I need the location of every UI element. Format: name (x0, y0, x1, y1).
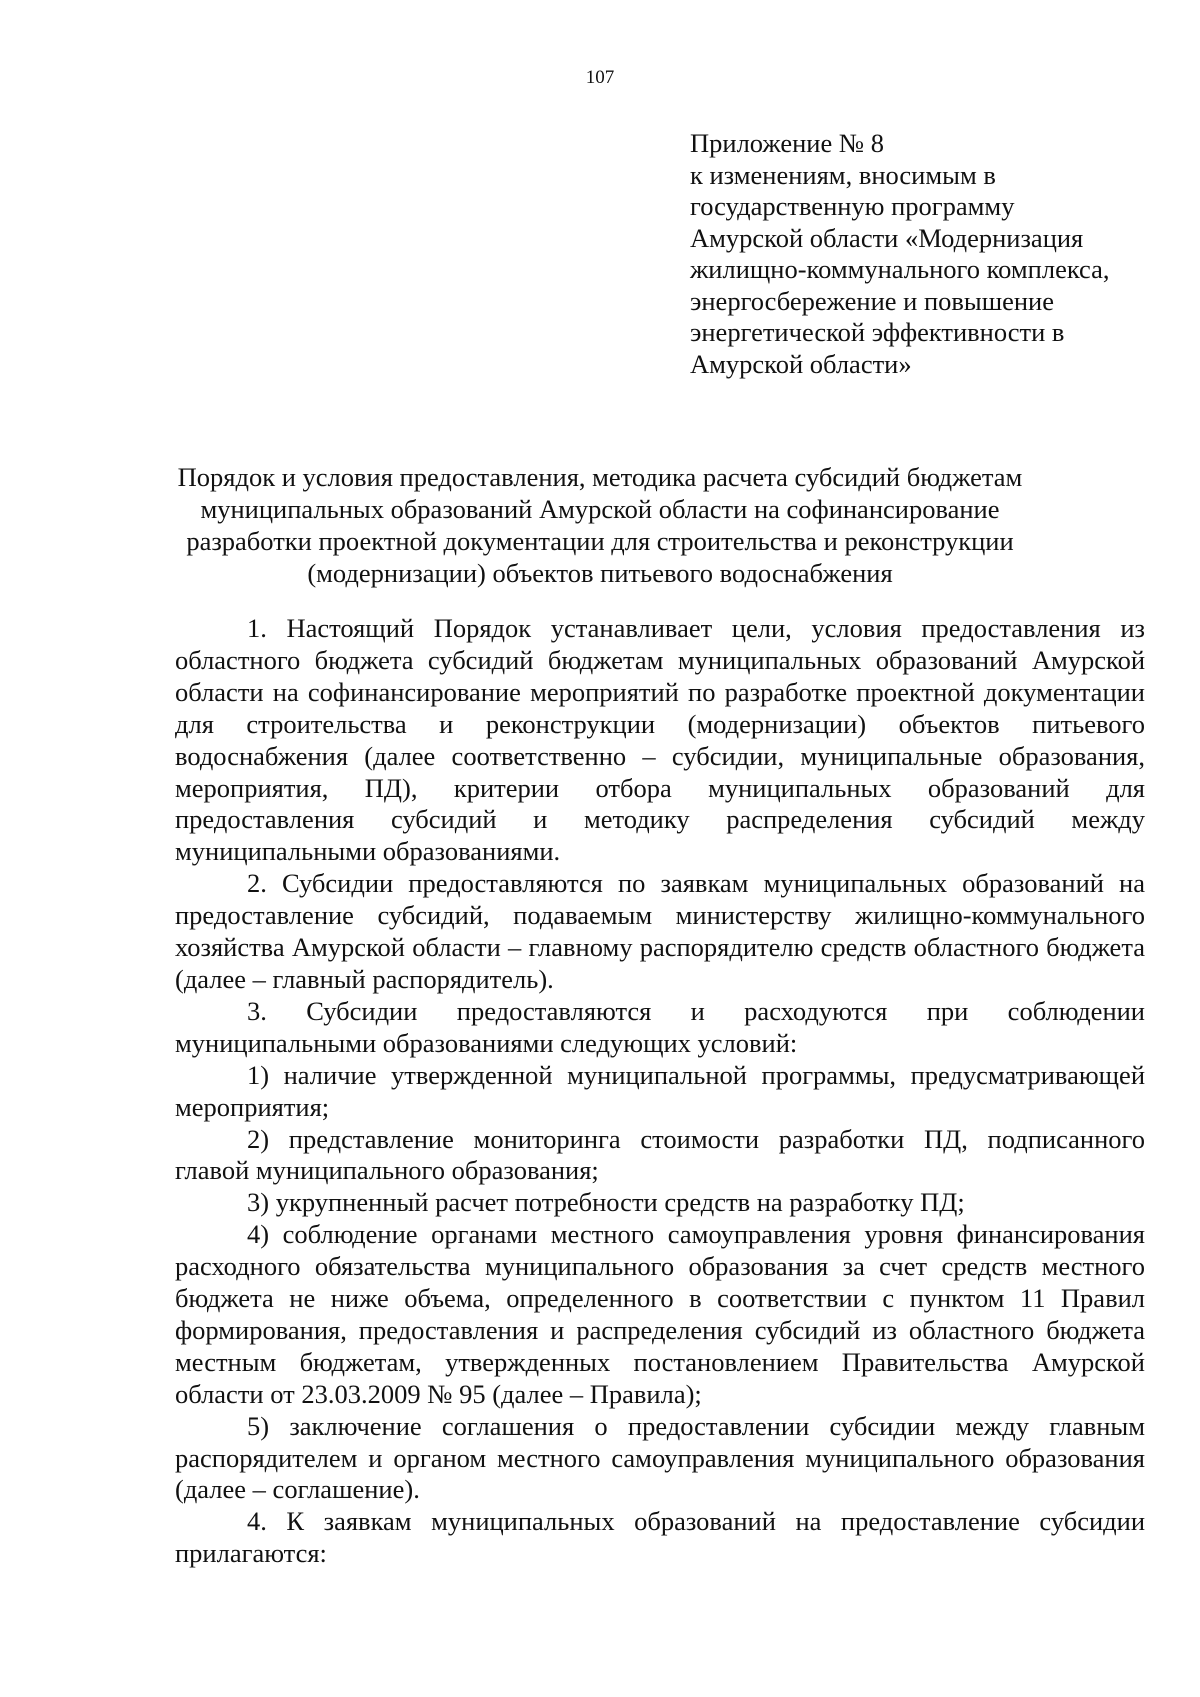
annex-header (690, 128, 1170, 380)
paragraph-3-item-2: 2) представление мониторинга стоимости разработки ПД, подписанного главой муниципального образования; (175, 1123, 1145, 1186)
annex-line: жилищно-коммунального комплекса, (690, 254, 1110, 284)
document-body (175, 613, 1145, 1570)
paragraph-3-item-5: 5) заключение соглашения о предоставлении субсидии между главным распорядителем и органом местного самоуправления муниципального образования (далее – соглашение). (175, 1410, 1145, 1505)
annex-line: энергетической эффективности в (690, 317, 1065, 347)
annex-line: Приложение № 8 (690, 128, 885, 158)
title-line: муниципальных образований Амурской области на софинансирование (200, 494, 1000, 524)
document-title (150, 461, 1050, 589)
paragraph-3-item-1: 1) наличие утвержденной муниципальной программы, предусматривающей мероприятия; (175, 1059, 1145, 1122)
annex-line: энергосбережение и повышение (690, 285, 1054, 316)
title-line: разработки проектной документации для строительства и реконструкции (186, 526, 1014, 556)
page-number: 107 (585, 67, 615, 88)
paragraph-4: 4. К заявкам муниципальных образований на предоставление субсидии прилагаются: (175, 1506, 1145, 1569)
paragraph-2: 2. Субсидии предоставляются по заявкам муниципальных образований на предоставление субсидий, подаваемым министерству жилищно-коммунального хозяйства Амурской области – главному распорядителю средств областного бюджета (далее – главный распорядитель). (175, 868, 1145, 994)
annex-line: государственную программу (690, 191, 1015, 221)
title-line: Порядок и условия предоставления, методика расчета субсидий бюджетам (177, 462, 1023, 492)
paragraph-3-item-4: 4) соблюдение органами местного самоуправления уровня финансирования расходного обязательства муниципального образования за счет средств местного бюджета не ниже объема, определенного в соответствии с пунктом 11 Правил формирования, предоставления и распределения субсидий из областного бюджета местным бюджетам, утвержденных постановлением Правительства Амурской области от 23.03.2009 № 95 (далее – Правила); (175, 1219, 1145, 1409)
annex-line: к изменениям, вносимым в (690, 159, 996, 190)
annex-line: Амурской области «Модернизация (690, 222, 1084, 253)
annex-line: Амурской области» (690, 348, 912, 379)
paragraph-3-item-3: 3) укрупненный расчет потребности средств на разработку ПД; (247, 1187, 965, 1218)
title-line: (модернизации) объектов питьевого водоснабжения (307, 558, 893, 588)
paragraph-1: 1. Настоящий Порядок устанавливает цели, условия предоставления из областного бюджета субсидий бюджетам муниципальных образований Амурской области на софинансирование мероприятий по разработке проектной документации для строительства и реконструкции (модернизации) объектов питьевого водоснабжения (далее соответственно – субсидии, муниципальные образования, мероприятия, ПД), критерии отбора муниципальных образований для предоставления субсидий и методику распределения субсидий между муниципальными образованиями. (175, 613, 1145, 867)
paragraph-3: 3. Субсидии предоставляются и расходуются при соблюдении муниципальными образованиями следующих условий: (175, 995, 1145, 1058)
